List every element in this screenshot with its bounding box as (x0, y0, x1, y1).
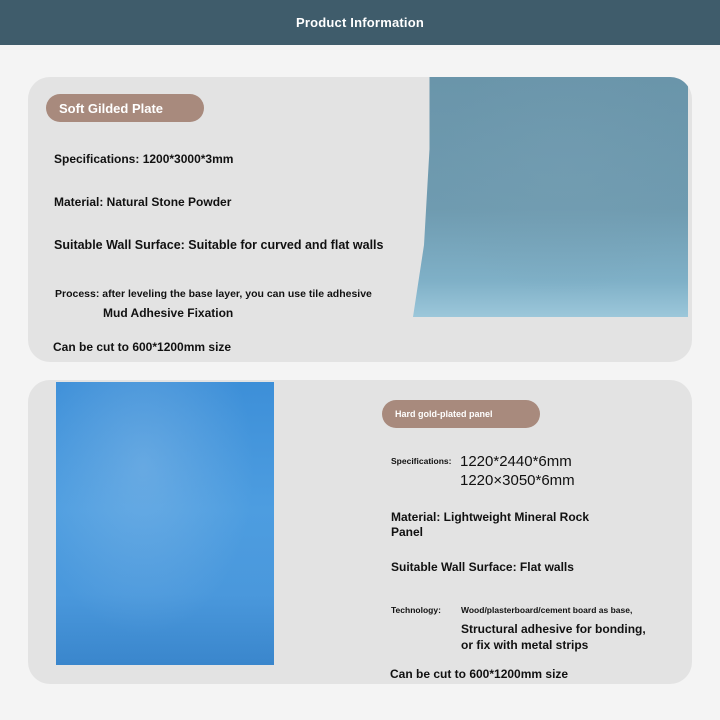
hard-spec-value-1: 1220*2440*6mm (460, 453, 572, 470)
hard-wall: Suitable Wall Surface: Flat walls (391, 560, 574, 574)
soft-plate-badge-label: Soft Gilded Plate (59, 100, 164, 116)
hard-tech-line1: Wood/plasterboard/cement board as base, (461, 605, 633, 615)
hard-spec-label: Specifications: (391, 456, 452, 466)
hard-panel-badge-label: Hard gold-plated panel (395, 409, 493, 419)
soft-plate-sample-image (413, 77, 688, 317)
hard-panel-card (28, 380, 692, 684)
hard-tech-label: Technology: (391, 605, 441, 615)
page-header (0, 0, 720, 45)
hard-spec-value-2: 1220×3050*6mm (460, 472, 575, 489)
hard-tech-line2: Structural adhesive for bonding, (461, 622, 646, 636)
soft-process: Process: after leveling the base layer, you can use tile adhesive (55, 288, 372, 300)
soft-cut-size: Can be cut to 600*1200mm size (53, 340, 232, 354)
hard-tech-line3: or fix with metal strips (461, 638, 589, 652)
soft-spec: Specifications: 1200*3000*3mm (54, 152, 234, 166)
hard-cut-size: Can be cut to 600*1200mm size (390, 667, 569, 681)
page-title: Product Information (295, 15, 425, 30)
soft-process-line2: Mud Adhesive Fixation (103, 306, 234, 320)
hard-material: Material: Lightweight Mineral Rock (391, 510, 590, 524)
hard-material-line2: Panel (391, 525, 424, 539)
hard-panel-sample-image (56, 382, 274, 665)
soft-plate-card (28, 77, 692, 362)
soft-wall: Suitable Wall Surface: Suitable for curved and flat walls (54, 238, 384, 252)
soft-plate-badge (46, 94, 204, 122)
hard-panel-badge (382, 400, 540, 428)
soft-material: Material: Natural Stone Powder (54, 195, 232, 209)
